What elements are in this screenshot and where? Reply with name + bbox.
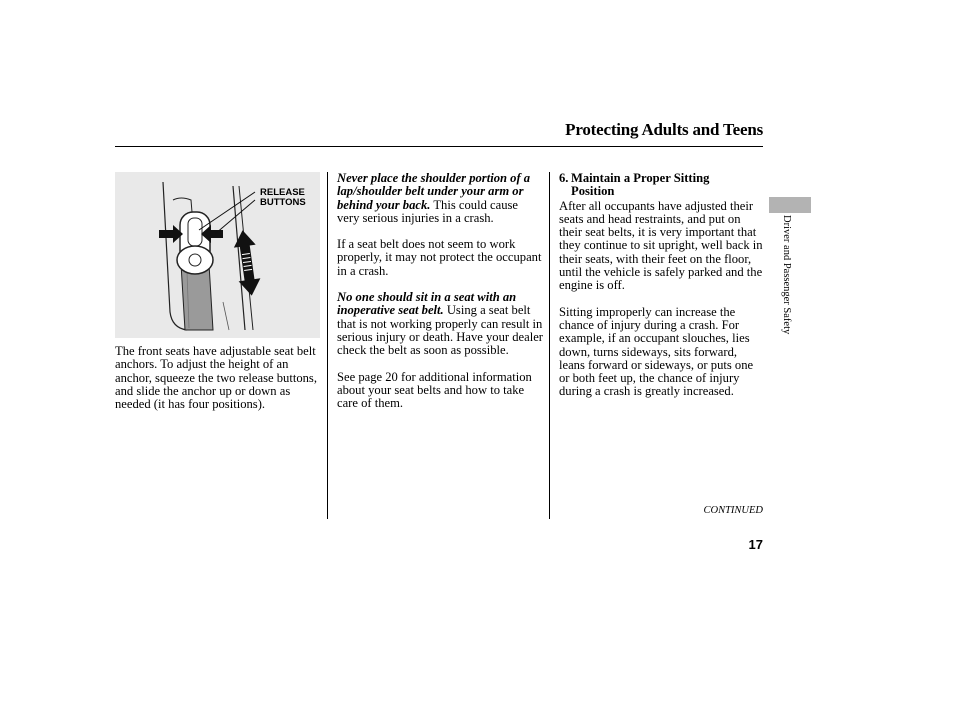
sitting-improperly-paragraph: Sitting improperly can increase the chance of injury during a crash. For example, if an occupant slouches, lies down, turns sideways, sits forward, leans forward or sideways, or puts one or both feet up, the chance of injury during a crash is greatly increased. (559, 304, 754, 399)
column-divider-1 (327, 172, 328, 519)
heading-line2: Position (571, 184, 615, 199)
page-number: 17 (748, 537, 763, 552)
continued-label: CONTINUED (703, 505, 763, 516)
heading-line1: Maintain a Proper Sitting (571, 171, 710, 185)
inoperative-belt-warning (337, 291, 543, 357)
page-title: Protecting Adults and Teens (565, 120, 763, 139)
shoulder-belt-warning (337, 172, 543, 225)
see-page-reference: See page 20 for additional information about your seat belts and how to take care of them. (337, 369, 532, 411)
shoulder-belt-warning-rest: This could cause very serious injuries in a crash. (337, 197, 518, 225)
release-buttons-label-line2: BUTTONS (260, 197, 306, 208)
belt-not-working-paragraph: If a seat belt does not seem to work properly, it may not protect the occupant in a crash. (337, 237, 542, 278)
title-rule (115, 146, 763, 147)
inoperative-belt-warning-rest: Using a seat belt that is not working properly can result in serious injury or death. Have your dealer check the belt as soon as possible. (337, 303, 543, 358)
column-divider-2 (549, 172, 550, 519)
sitting-position-heading (559, 172, 765, 199)
anchor-adjust-paragraph: The front seats have adjustable seat belt anchors. To adjust the height of an anchor, squeeze the two release buttons, and slide the anchor up or down as needed (it has four positions). (115, 344, 317, 412)
inoperative-belt-warning-bold: No one should sit in a seat with an inoperative seat belt. (337, 290, 517, 318)
section-tab (769, 197, 811, 213)
shoulder-belt-warning-bold: Never place the shoulder portion of a lap/shoulder belt under your arm or behind your back. (337, 171, 531, 212)
section-side-label: Driver and Passenger Safety (781, 215, 792, 335)
column-2 (337, 172, 543, 423)
heading-number: 6. (559, 171, 569, 185)
release-buttons-label-line1: RELEASE (260, 187, 305, 198)
sitting-position-paragraph: After all occupants have adjusted their seats and head restraints, and put on their seat belts, it is very important that they continue to sit upright, well back in their seats, with their feet on the floor, until the vehicle is safely parked and the engine is off. (559, 198, 763, 293)
column-1 (115, 345, 320, 424)
column-3 (559, 172, 765, 412)
seat-belt-anchor-illustration (115, 172, 320, 338)
